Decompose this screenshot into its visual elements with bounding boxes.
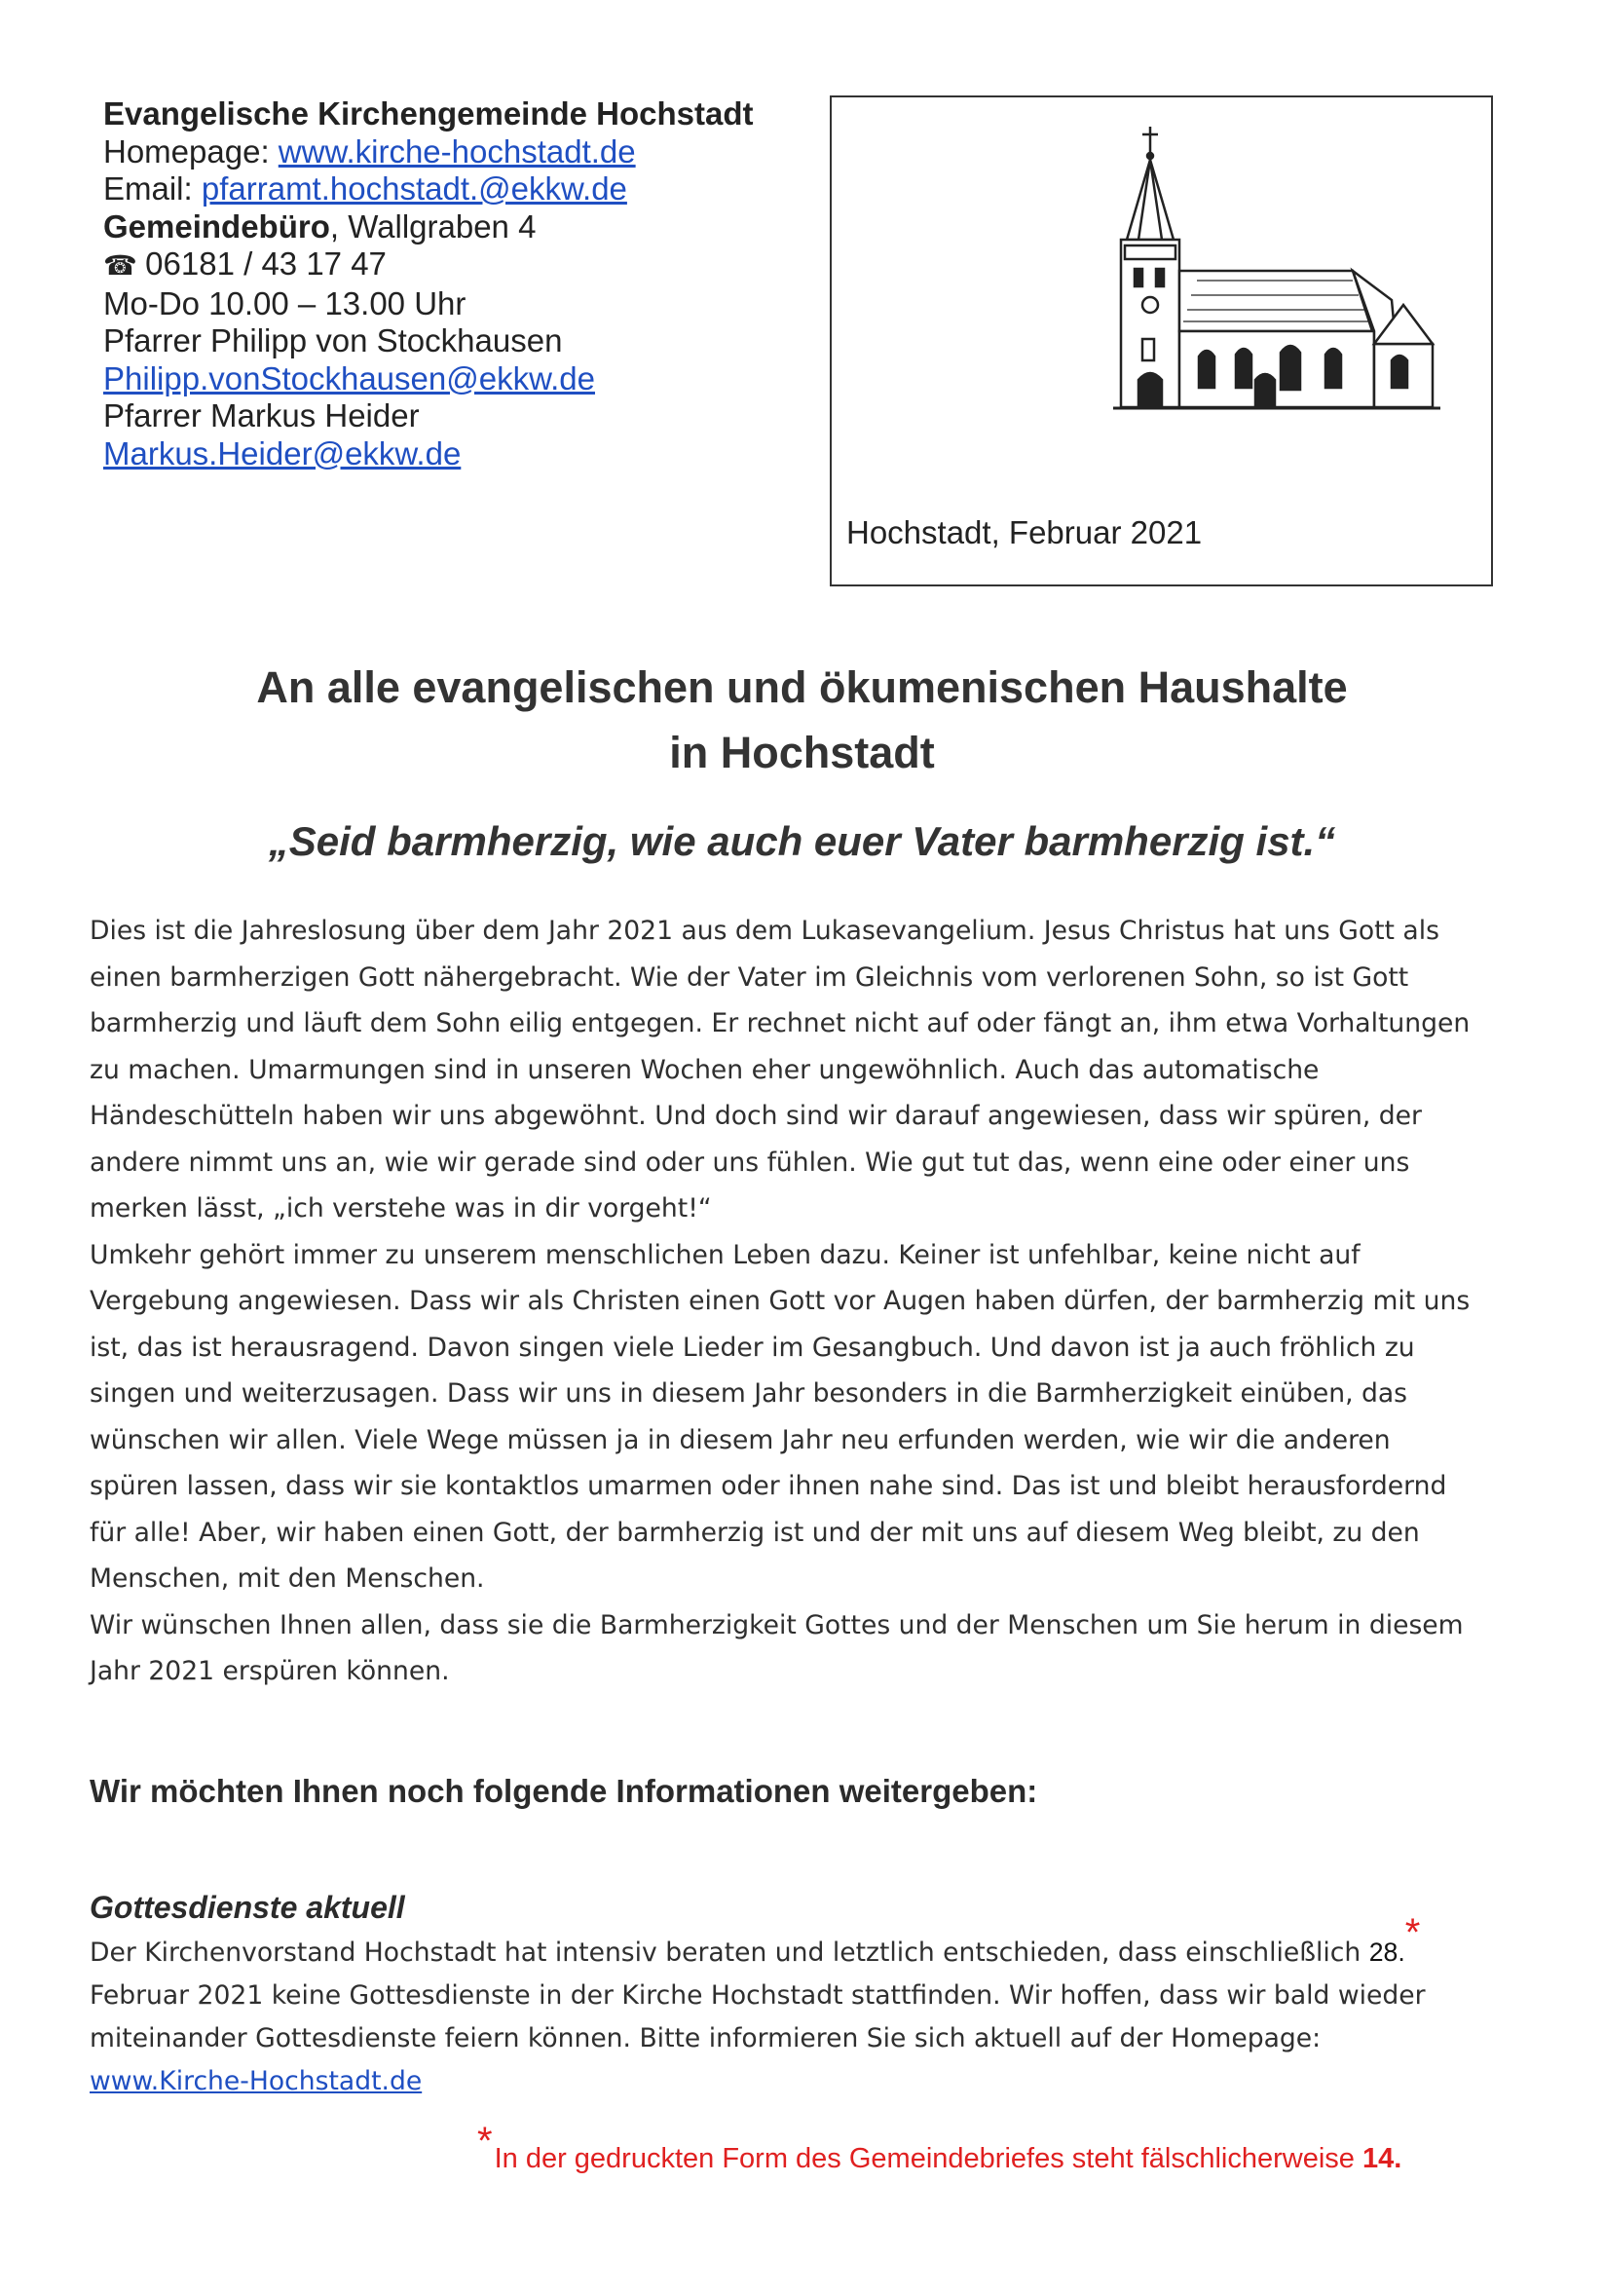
pastor2-email-link[interactable]: Markus.Heider@ekkw.de <box>103 434 462 471</box>
body-line: singen und weiterzusagen. Dass wir uns in diesem Jahr besonders in die Barmherzigkeit einüben, das <box>90 1378 1408 1409</box>
homepage-link[interactable]: www.kirche-hochstadt.de <box>278 132 636 169</box>
church-logo-box <box>830 95 1493 586</box>
body-line: merken lässt, „ich verstehe was in dir vorgeht!“ <box>90 1193 712 1223</box>
office-address: , Wallgraben 4 <box>329 207 537 245</box>
footnote-star: * <box>477 2120 493 2163</box>
homepage-line <box>103 133 754 171</box>
services-line-1-text: Der Kirchenvorstand Hochstadt hat intensiv beraten und letztlich entschieden, dass einschließlich <box>90 1938 1369 1968</box>
title-line-1: An alle evangelischen und ökumenischen Haushalte <box>256 662 1348 712</box>
phone-number: 06181 / 43 17 47 <box>145 245 387 282</box>
homepage-label: Homepage: <box>103 132 279 169</box>
footnote-text: In der gedruckten Form des Gemeindebriefes steht fälschlicherweise <box>494 2143 1362 2174</box>
body-line: einen barmherzigen Gott nähergebracht. Wie der Vater im Gleichnis vom verlorenen Sohn, so ist Gott <box>90 961 1409 993</box>
body-line: Menschen, mit den Menschen. <box>90 1563 485 1594</box>
services-line-3: miteinander Gottesdienste feiern können. Bitte informieren Sie sich aktuell auf der Homepage: <box>90 2023 1322 2053</box>
body-line: Händeschütteln haben wir uns abgewöhnt. Und doch sind wir darauf angewiesen, dass wir spüren, der <box>90 1101 1422 1131</box>
body-line: für alle! Aber, wir haben einen Gott, der barmherzig ist und der mit uns auf diesem Weg bleibt, zu den <box>90 1517 1420 1548</box>
parish-name: Evangelische Kirchengemeinde Hochstadt <box>103 95 754 132</box>
body-paragraph <box>90 908 1470 1695</box>
body-line: Dies ist die Jahreslosung über dem Jahr 2021 aus dem Lukasevangelium. Jesus Christus hat uns Gott als <box>90 916 1439 946</box>
pastor2-name: Pfarrer Markus Heider <box>103 397 420 433</box>
body-line: Umkehr gehört immer zu unserem menschlichen Leben dazu. Keiner ist unfehlbar, keine nicht auf <box>90 1239 1361 1270</box>
body-line: barmherzig und läuft dem Sohn eilig entgegen. Er rechnet nicht auf oder fängt an, ihm etwa Vorhaltungen <box>90 1008 1471 1038</box>
correction-footnote <box>477 2120 1402 2177</box>
footnote-number: 14. <box>1362 2143 1402 2174</box>
info-heading: Wir möchten Ihnen noch folgende Informationen weitergeben: <box>90 1773 1038 1809</box>
office-hours: Mo-Do 10.00 – 13.00 Uhr <box>103 284 466 321</box>
pastor1-name: Pfarrer Philipp von Stockhausen <box>103 322 563 358</box>
pastor1-email-link[interactable]: Philipp.vonStockhausen@ekkw.de <box>103 359 595 396</box>
email-line <box>103 170 754 208</box>
page-title <box>0 655 1604 785</box>
services-homepage-link[interactable]: www.Kirche-Hochstadt.de <box>90 2066 423 2096</box>
office-line <box>103 208 754 246</box>
body-line: spüren lassen, dass wir sie kontaktlos umarmen oder ihnen nahe sind. Das ist und bleibt herausfordernd <box>90 1471 1447 1501</box>
body-line: wünschen wir allen. Viele Wege müssen ja in diesem Jahr neu erfunden werden, wie wir die anderen <box>90 1424 1391 1455</box>
phone-line <box>103 245 754 285</box>
email-link[interactable]: pfarramt.hochstadt.@ekkw.de <box>201 170 627 207</box>
correction-star: * <box>1404 1911 1421 1954</box>
body-line: Vergebung angewiesen. Dass wir als Christen einen Gott vor Augen haben dürfen, der barmherzig mit uns <box>90 1286 1471 1316</box>
body-line: ist, das ist herausragend. Davon singen viele Lieder im Gesangbuch. Und davon ist ja auch fröhlich zu <box>90 1332 1415 1363</box>
email-label: Email: <box>103 170 202 207</box>
body-line: Wir wünschen Ihnen allen, dass sie die Barmherzigkeit Gottes und der Menschen um Sie herum in diesem <box>90 1609 1464 1640</box>
phone-icon: ☎ <box>103 250 137 281</box>
services-line-1 <box>90 1911 1426 1975</box>
title-line-2: in Hochstadt <box>669 728 935 777</box>
motto: „Seid barmherzig, wie auch euer Vater barmherzig ist.“ <box>268 818 1336 864</box>
services-line-2: Februar 2021 keine Gottesdienste in der Kirche Hochstadt stattfinden. Wir hoffen, dass wir bald wieder <box>90 1980 1426 2011</box>
body-line: Jahr 2021 erspüren können. <box>90 1656 450 1686</box>
body-line: andere nimmt uns an, wie wir gerade sind oder uns fühlen. Wie gut tut das, wenn eine oder einer uns <box>90 1147 1410 1178</box>
services-heading: Gottesdienste aktuell <box>90 1890 405 1925</box>
church-illustration-icon <box>1109 125 1456 412</box>
body-line: zu machen. Umarmungen sind in unseren Wochen eher ungewöhnlich. Auch das automatische <box>90 1054 1320 1085</box>
corrected-date: 28. <box>1368 1938 1405 1967</box>
date-place: Hochstadt, Februar 2021 <box>846 514 1203 550</box>
services-text <box>90 1911 1426 2103</box>
office-label: Gemeindebüro <box>103 207 330 245</box>
contact-block <box>103 95 754 472</box>
